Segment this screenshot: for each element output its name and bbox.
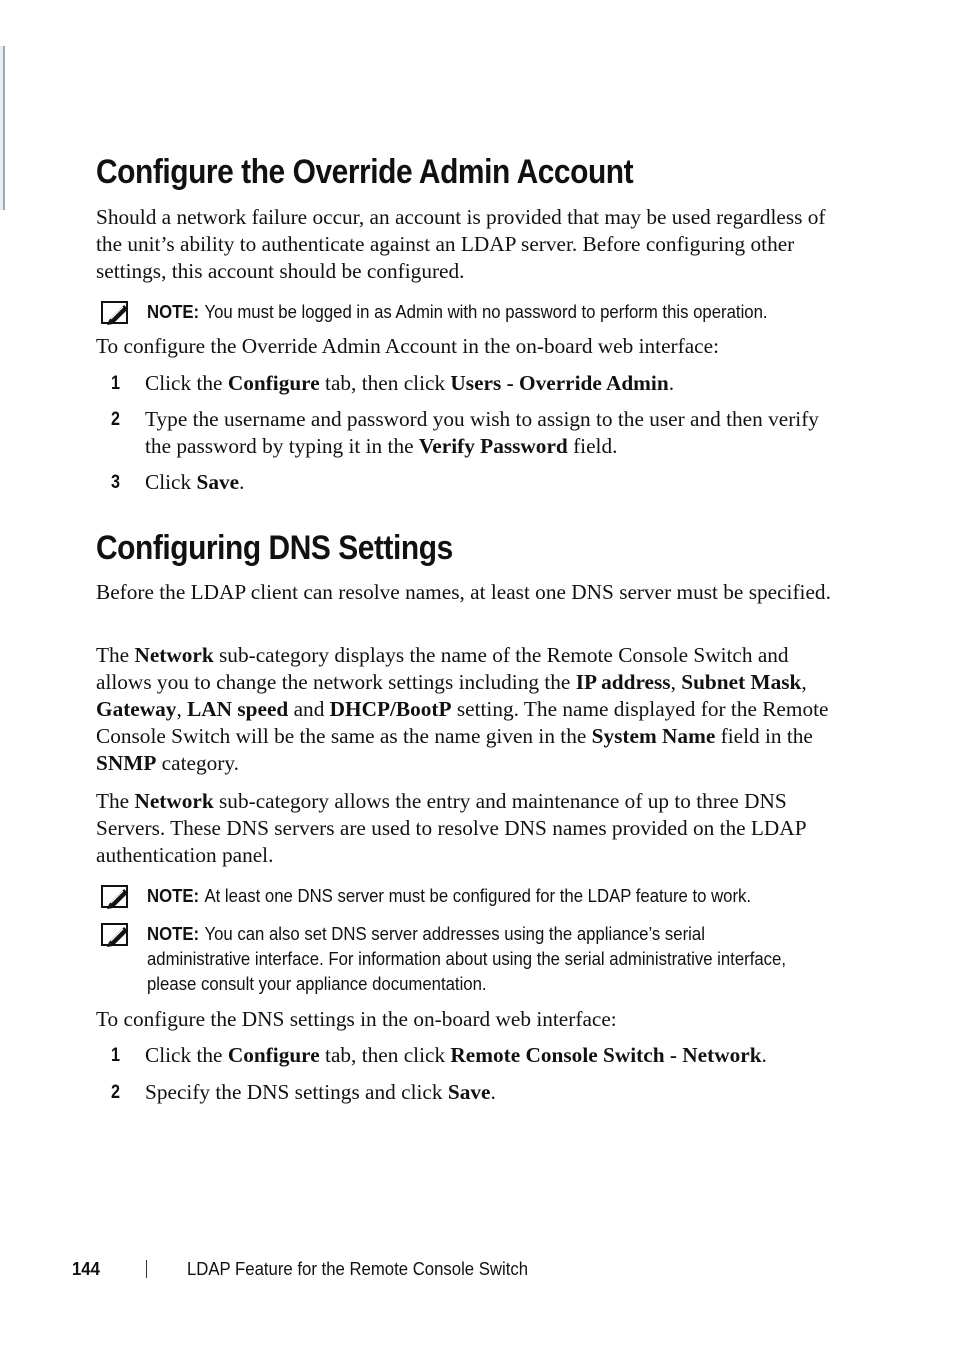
step-text: Click [145, 470, 197, 494]
ui-term: IP address [575, 670, 671, 694]
step-number: 3 [111, 472, 120, 493]
step-number: 1 [111, 373, 120, 394]
step-text: . [239, 470, 245, 494]
ui-term: Gateway [96, 697, 177, 721]
paragraph-dns-servers [96, 788, 836, 869]
text: sub-category allows the entry and maintenance of up to three DNS Servers. These DNS servers are used to resolve DNS names provided on the LDAP authentication panel. [96, 789, 806, 867]
text: category. [156, 751, 239, 775]
page-number: 144 [72, 1258, 100, 1279]
list-item [96, 406, 836, 460]
ui-term: LAN speed [187, 697, 289, 721]
ui-term: Subnet Mask [681, 670, 802, 694]
ui-term-save: Save [447, 1080, 491, 1104]
note-label: NOTE: [147, 301, 200, 322]
text: sub-category displays the name of the Remote Console Switch and allows you to change the network settings including the [96, 643, 789, 694]
note-text: You must be logged in as Admin with no password to perform this operation. [204, 301, 768, 322]
text: setting. The name displayed for the Remote Console Switch will be the same as the name given in the [96, 697, 829, 748]
ui-term-save: Save [196, 470, 240, 494]
step-text: Type the username and password you wish to assign to the user and then verify the password by typing it in the [145, 407, 819, 458]
note-label: NOTE: [147, 885, 200, 906]
ui-term-configure: Configure [227, 371, 320, 395]
ui-term-verify-password: Verify Password [418, 434, 568, 458]
step-text: . [761, 1043, 767, 1067]
note-text: At least one DNS server must be configured for the LDAP feature to work. [204, 885, 752, 906]
steps-override-admin [96, 370, 836, 496]
steps-dns-settings [96, 1042, 836, 1106]
note-text: You can also set DNS server addresses using the appliance’s serial administrative interface. For information about using the serial administrative interface, please consult your appliance documentation. [147, 923, 786, 994]
note-label: NOTE: [147, 923, 200, 944]
step-number: 2 [111, 409, 120, 430]
step-text: tab, then click [319, 1043, 451, 1067]
page-edge-marker [0, 46, 5, 210]
list-item [96, 1079, 836, 1106]
step-text: tab, then click [319, 371, 451, 395]
step-text: Click the [145, 1043, 228, 1067]
note-dns-required [96, 883, 887, 908]
section-intro-override-admin: Should a network failure occur, an account is provided that may be used regardless of the unit’s ability to authenticate against an LDAP server. Before configuring other settings, this account should be configured. [96, 205, 826, 283]
paragraph-network-subcategory [96, 642, 836, 777]
footer-chapter-title: LDAP Feature for the Remote Console Switch [187, 1258, 529, 1279]
text: , [176, 697, 188, 721]
ui-term: Network [134, 789, 214, 813]
text: , [801, 670, 807, 694]
note-pencil-icon [101, 301, 131, 325]
step-text: Specify the DNS settings and click [145, 1080, 448, 1104]
step-number: 2 [111, 1082, 120, 1103]
section-heading-override-admin: Configure the Override Admin Account [96, 153, 634, 191]
step-text: . [668, 371, 675, 395]
ui-term-configure: Configure [227, 1043, 320, 1067]
ui-term: System Name [591, 724, 716, 748]
ui-term-rcs-network: Remote Console Switch - Network [450, 1043, 762, 1067]
note-pencil-icon [101, 923, 131, 947]
note-admin-login [96, 299, 887, 324]
footer-divider [146, 1260, 147, 1278]
step-text: . [490, 1080, 496, 1104]
text: and [288, 697, 330, 721]
note-pencil-icon [101, 885, 131, 909]
text: The [96, 643, 135, 667]
list-item [96, 469, 836, 496]
note-serial-interface [96, 921, 887, 996]
list-item [96, 370, 836, 397]
text: The [96, 789, 135, 813]
section-heading-dns-settings: Configuring DNS Settings [96, 529, 453, 567]
ui-term: SNMP [96, 751, 157, 775]
step-text: Click the [145, 371, 228, 395]
section-intro-dns: Before the LDAP client can resolve names, at least one DNS server must be specified. [96, 580, 831, 604]
instruction-lead: To configure the Override Admin Account in the on-board web interface: [96, 334, 720, 358]
text: field in the [715, 724, 813, 748]
ui-term: DHCP/BootP [329, 697, 452, 721]
ui-term: Network [134, 643, 214, 667]
step-number: 1 [111, 1045, 120, 1066]
ui-term-override-admin: Users - Override Admin [450, 371, 669, 395]
instruction-lead-dns: To configure the DNS settings in the on-board web interface: [96, 1007, 617, 1031]
step-text: field. [567, 434, 618, 458]
text: , [670, 670, 682, 694]
list-item [96, 1042, 836, 1069]
